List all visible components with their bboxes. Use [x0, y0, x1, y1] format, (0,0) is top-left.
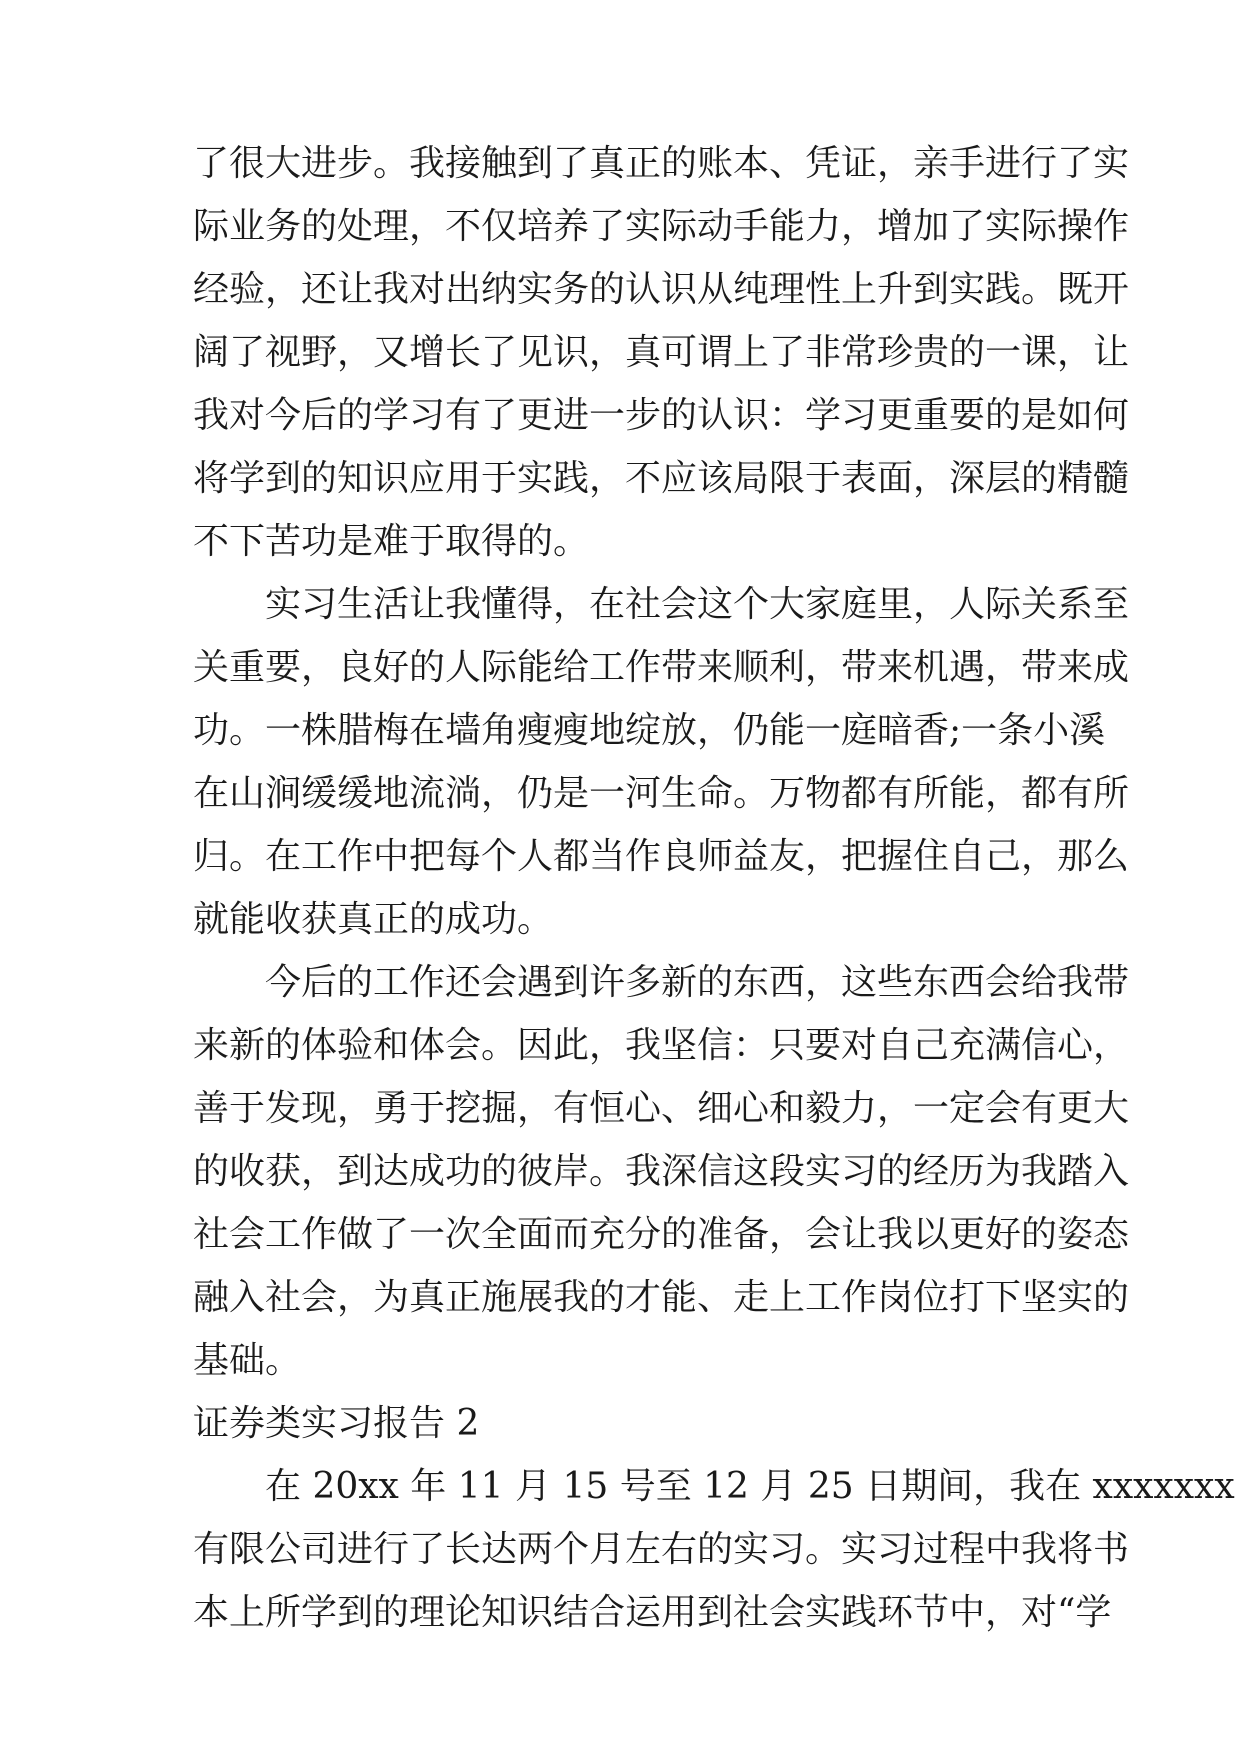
paragraph-4	[193, 1455, 1235, 1644]
text-line: 阔了视野，又增长了见识，真可谓上了非常珍贵的一课，让	[193, 332, 1130, 373]
text-line: 基础。	[193, 1340, 302, 1381]
text-line: 今后的工作还会遇到许多新的东西，这些东西会给我带	[265, 962, 1130, 1003]
text-line: 我对今后的学习有了更进一步的认识：学习更重要的是如何	[193, 395, 1130, 436]
text-line: 功。一株腊梅在墙角瘦瘦地绽放，仍能一庭暗香;一条小溪	[193, 710, 1106, 751]
paragraph-1	[193, 132, 1130, 573]
paragraph-3	[193, 951, 1130, 1392]
text-line: 际业务的处理，不仅培养了实际动手能力，增加了实际操作	[193, 206, 1130, 247]
text-line: 在山涧缓缓地流淌，仍是一河生命。万物都有所能，都有所	[193, 773, 1130, 814]
text-line: 融入社会，为真正施展我的才能、走上工作岗位打下坚实的	[193, 1277, 1130, 1318]
text-line: 来新的体验和体会。因此，我坚信：只要对自己充满信心，	[193, 1025, 1130, 1066]
text-line: 关重要，良好的人际能给工作带来顺利，带来机遇，带来成	[193, 647, 1130, 688]
text-line: 不下苦功是难于取得的。	[193, 521, 590, 562]
text-line: 就能收获真正的成功。	[193, 899, 554, 940]
text-line: 在 20xx 年 11 月 15 号至 12 月 25 日期间，我在 xxxxxxx	[265, 1466, 1235, 1507]
section-heading	[193, 1392, 1053, 1455]
text-line: 了很大进步。我接触到了真正的账本、凭证，亲手进行了实	[193, 143, 1130, 184]
paragraph-2	[193, 573, 1130, 951]
text-line: 实习生活让我懂得，在社会这个大家庭里，人际关系至	[265, 584, 1130, 625]
text-line: 将学到的知识应用于实践，不应该局限于表面，深层的精髓	[193, 458, 1130, 499]
text-line: 归。在工作中把每个人都当作良师益友，把握住自己，那么	[193, 836, 1130, 877]
text-line: 有限公司进行了长达两个月左右的实习。实习过程中我将书	[193, 1529, 1130, 1570]
text-line: 的收获，到达成功的彼岸。我深信这段实习的经历为我踏入	[193, 1151, 1130, 1192]
document-body	[193, 132, 1235, 1644]
text-line: 本上所学到的理论知识结合运用到社会实践环节中，对“学	[193, 1592, 1112, 1633]
text-line: 社会工作做了一次全面而充分的准备，会让我以更好的姿态	[193, 1214, 1130, 1255]
text-line: 善于发现，勇于挖掘，有恒心、细心和毅力，一定会有更大	[193, 1088, 1130, 1129]
section-title: 证券类实习报告 2	[193, 1403, 480, 1444]
text-line: 经验，还让我对出纳实务的认识从纯理性上升到实践。既开	[193, 269, 1130, 310]
